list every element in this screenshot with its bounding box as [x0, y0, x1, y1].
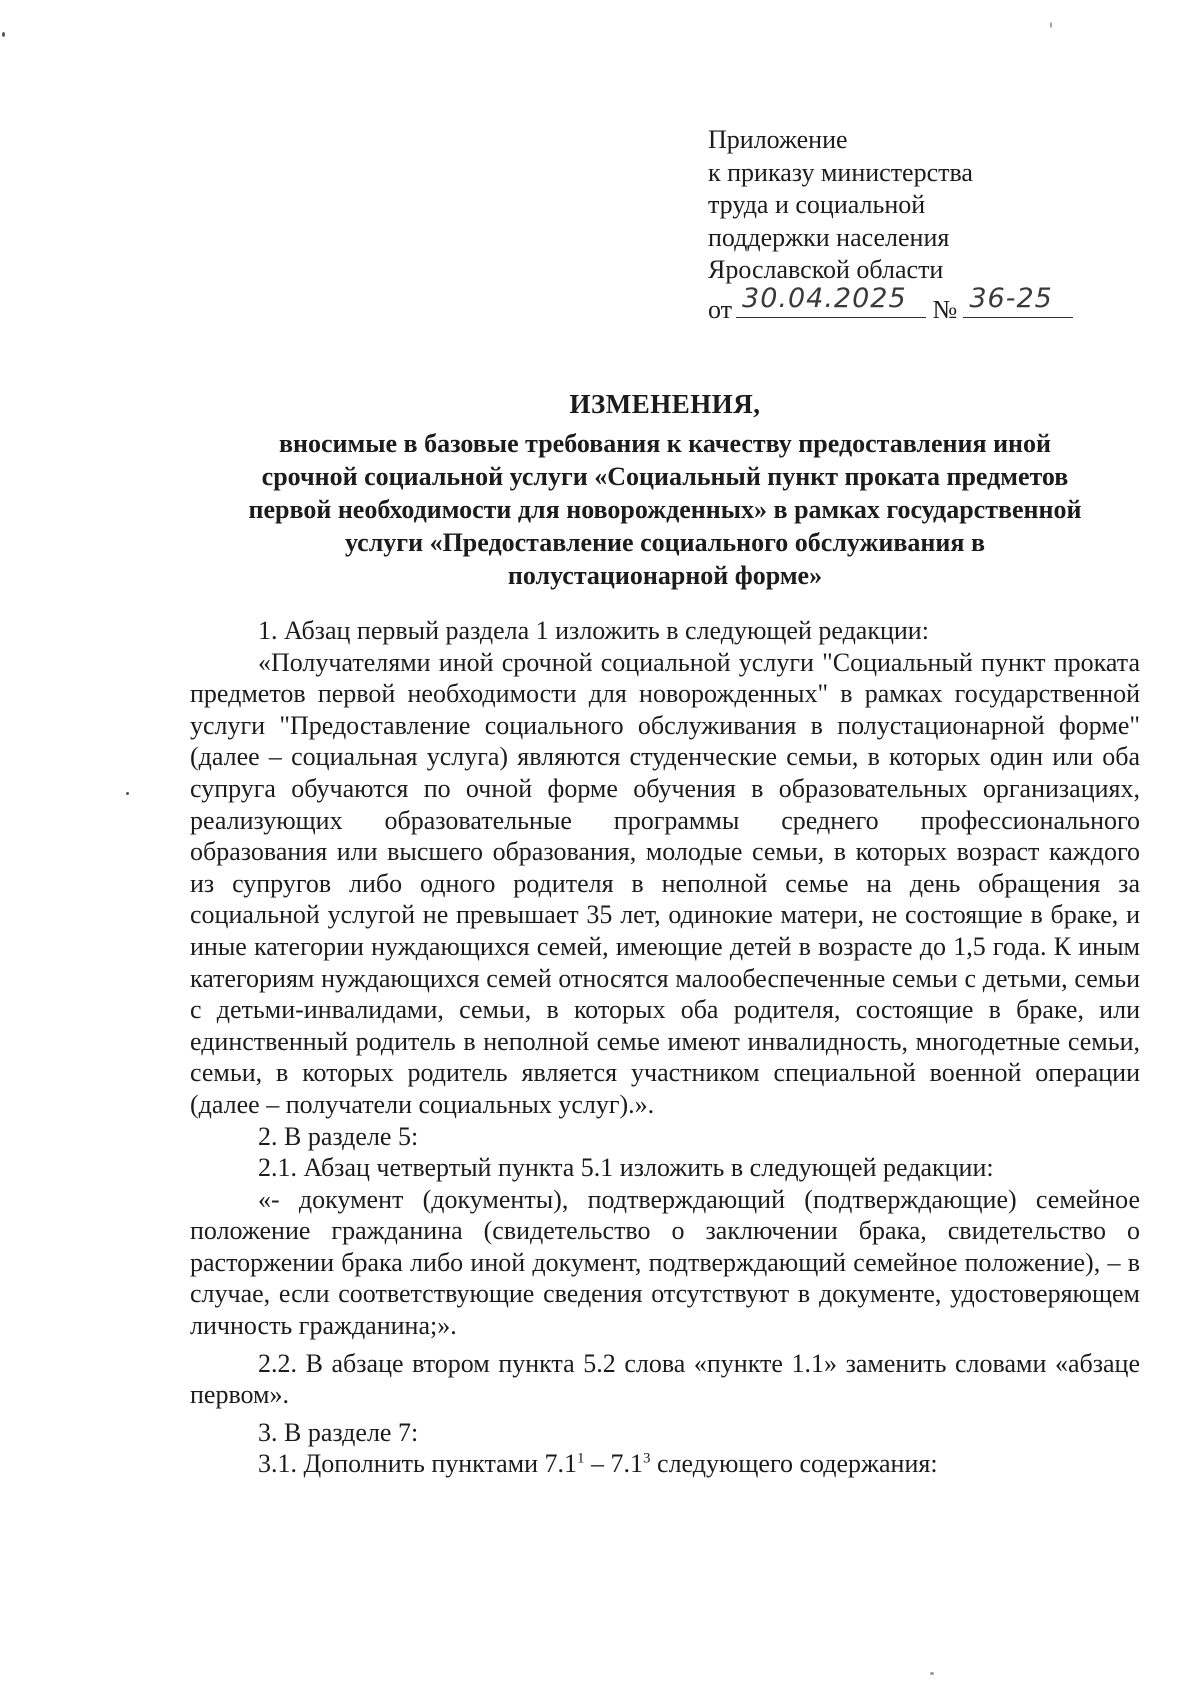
heading-title: ИЗМЕНЕНИЯ, — [569, 389, 761, 419]
date-field — [736, 283, 926, 318]
scan-speck — [126, 792, 129, 795]
appendix-line: труда и социальной — [708, 190, 926, 219]
scan-speck — [930, 1672, 934, 1675]
document-heading — [190, 388, 1140, 592]
scan-speck — [1050, 22, 1052, 28]
superscript: 1 — [577, 1450, 585, 1467]
appendix-line: Ярославской области — [708, 255, 944, 284]
number-prefix: № — [932, 294, 958, 324]
paragraph-4: 2.1. Абзац четвертый пункта 5.1 изложить в следующей редакции: — [258, 1153, 994, 1183]
handwritten-date: 30.04.2025 — [742, 283, 907, 314]
appendix-line: поддержки населения — [708, 222, 950, 252]
heading-line: вносимые в базовые требования к качеству предоставления иной — [278, 429, 1052, 458]
paragraph-8 — [190, 1448, 1140, 1480]
date-prefix: от — [708, 294, 733, 324]
appendix-line: Приложение — [708, 125, 848, 154]
document-body — [190, 615, 1140, 1480]
superscript: 3 — [643, 1450, 651, 1467]
paragraph-8-text: 3.1. Дополнить пунктами 7.1 — [258, 1449, 578, 1479]
paragraph-1: 1. Абзац первый раздела 1 изложить в следующей редакции: — [258, 616, 929, 645]
heading-line: услуги «Предоставление социального обслуживания в — [344, 528, 986, 557]
appendix-date-line — [708, 283, 1073, 327]
heading-line: первой необходимости для новорожденных» в рамках государственной — [248, 495, 1082, 524]
paragraph-5: «- документ (документы), подтверждающий (подтверждающие) семейное положение гражданина (свидетельство о заключении брака, свидетельство о расторжении брака либо иной документ, подтверждающий семейное положение), – в случае, если соответствующие сведения отсутствуют в документе, удостоверяющем личность гражданина;». — [190, 1184, 1140, 1341]
paragraph-3: 2. В разделе 5: — [258, 1121, 419, 1151]
heading-line: срочной социальной услуги «Социальный пункт проката предметов — [261, 462, 1069, 491]
heading-line: полустационарной форме» — [507, 561, 823, 590]
scan-speck — [2, 32, 5, 37]
paragraph-8-text: следующего содержания: — [650, 1449, 938, 1479]
number-field — [963, 283, 1073, 318]
handwritten-number: 36-25 — [969, 283, 1053, 314]
paragraph-7: 3. В разделе 7: — [258, 1417, 419, 1447]
paragraph-8-text: – 7.1 — [584, 1449, 644, 1479]
paragraph-2: «Получателями иной срочной социальной услуги "Социальный пункт проката предметов первой необходимости для новорожденных" в рамках государственной услуги "Предоставление социального обслуживания в полустационарной форме" (далее – социальная услуга) являются студенческие семьи, в которых один или оба супруга обучаются по очной форме обучения в образовательных организациях, реализующих образовательные программы среднего профессионального образования или высшего образования, молодые семьи, в которых возраст каждого из супругов либо одного родителя в неполной семье на день обращения за социальной услугой не превышает 35 лет, одинокие матери, не состоящие в браке, и иные категории нуждающихся семей, имеющие детей в возрасте до 1,5 года. К иным категориям нуждающихся семей относятся малообеспеченные семьи с детьми, семьи с детьми-инвалидами, семьи, в которых оба родителя, состоящие в браке, или единственный родитель в неполной семье имеют инвалидность, многодетные семьи, семьи, в которых родитель является участником специальной военной операции (далее – получатели социальных услуг).». — [190, 647, 1140, 1119]
paragraph-6: 2.2. В абзаце втором пункта 5.2 слова «пункте 1.1» заменить словами «абзаце первом». — [190, 1348, 1140, 1410]
appendix-line: к приказу министерства — [708, 157, 973, 187]
appendix-block — [708, 124, 1073, 326]
